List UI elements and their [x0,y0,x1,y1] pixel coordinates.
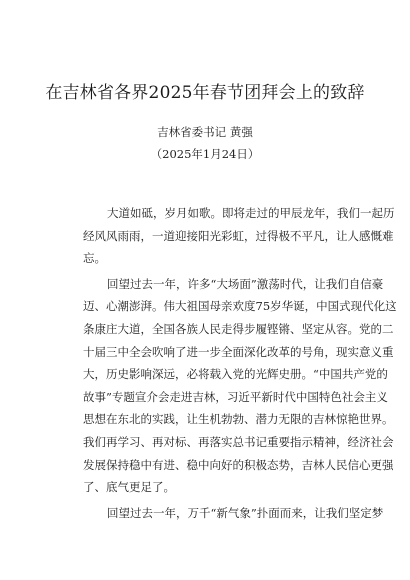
paragraph [60,273,397,499]
text-line: 十届三中全会吹响了进一步全面深化改革的号角，现实意义重 [83,344,394,359]
text-line: 条康庄大道，全国各族人民走得步履铿锵、坚定从容。党的二 [83,321,394,336]
text-line: 忘。 [83,251,106,266]
paragraph [60,202,395,270]
date-line: （2025年1月24日） [150,147,260,161]
text-line: 经风风雨雨，一道迎接阳光彩虹，过得极不平凡，让人感慨难 [83,228,394,243]
text-line: 回望过去一年，万千“新气象”扑面而来，让我们坚定梦 [107,505,384,520]
text-line: 我们再学习、再对标、再落实总书记重要指示精神，经济社会 [83,434,394,449]
text-line: 思想在东北的实践，让生机勃勃、潜力无限的吉林惊艳世界。 [83,412,394,427]
body-text [60,202,397,524]
text-line: 大，历史影响深远，必将载入党的光辉史册。“中国共产党的 [83,367,388,382]
author-line: 吉林省委书记 黄强 [157,125,253,139]
paragraph [60,502,384,525]
text-line: 迈、心潮澎湃。伟大祖国母亲欢度75岁华诞，中国式现代化这 [83,299,397,314]
text-line: 故事”专题宣介会走进吉林，习近平新时代中国特色社会主义 [83,389,388,404]
text-line: 回望过去一年，许多“大场面”激荡时代，让我们自信豪 [107,276,384,291]
text-line: 发展保持稳中有进、稳中向好的积极态势，吉林人民信心更强 [83,457,394,472]
text-line: 了、底气更足了。 [83,480,175,495]
document-title: 在吉林省各界2025年春节团拜会上的致辞 [45,83,365,103]
text-line: 大道如砥，岁月如歌。即将走过的甲辰龙年，我们一起历 [107,206,395,220]
